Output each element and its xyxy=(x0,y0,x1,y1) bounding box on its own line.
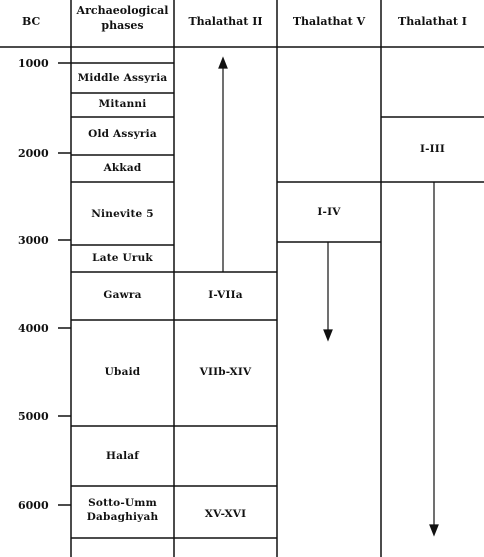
year-label: 3000 xyxy=(18,234,49,247)
thalathat-ii-level-xv-xvi: XV-XVI xyxy=(204,508,247,520)
header-thalathat-ii: Thalathat II xyxy=(188,15,263,28)
year-label: 2000 xyxy=(18,147,49,160)
header-thalathat-i: Thalathat I xyxy=(398,15,467,28)
thalathat-ii-level-i-viia: I-VIIa xyxy=(208,289,243,301)
phase-late-uruk: Late Uruk xyxy=(92,252,153,264)
thalathat-v-level-i-iv: I-IV xyxy=(317,206,341,218)
phase-mitanni: Mitanni xyxy=(98,98,147,110)
phase-old-assyria: Old Assyria xyxy=(88,128,157,140)
year-label: 4000 xyxy=(18,322,49,335)
thalathat-ii-arrowhead-up xyxy=(219,58,227,68)
year-label: 1000 xyxy=(18,57,49,70)
phase-middle-assyria: Middle Assyria xyxy=(77,72,168,84)
phase-sotto-umm-dabaghiyah: Sotto-Umm Dabaghiyah xyxy=(86,497,159,523)
thalathat-i-arrowhead-down xyxy=(430,525,438,535)
thalathat-ii-level-viib-xiv: VIIb-XIV xyxy=(199,366,252,378)
phase-ninevite-5: Ninevite 5 xyxy=(91,208,154,220)
year-label: 5000 xyxy=(18,410,49,423)
year-label: 6000 xyxy=(18,499,49,512)
thalathat-v-arrowhead-down xyxy=(324,330,332,340)
phase-halaf: Halaf xyxy=(105,450,140,462)
phase-ubaid: Ubaid xyxy=(104,366,141,378)
thalathat-i-level-i-iii: I-III xyxy=(419,143,445,155)
header-thalathat-v: Thalathat V xyxy=(292,15,366,28)
header-bc: BC xyxy=(22,15,41,28)
header-archaeological-phases: Archaeological phases xyxy=(76,4,169,32)
phase-gawra: Gawra xyxy=(103,289,142,301)
phase-akkad: Akkad xyxy=(103,162,142,174)
